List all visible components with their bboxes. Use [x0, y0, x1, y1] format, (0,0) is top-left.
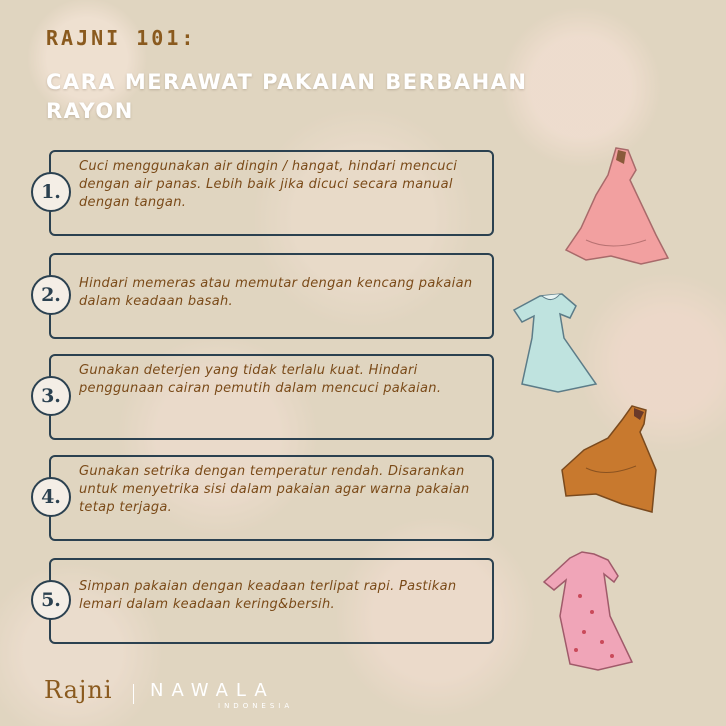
- step-card-2: [41, 253, 494, 339]
- step-card-5: [41, 558, 494, 644]
- step-text-3: Gunakan deterjen yang tidak terlalu kuat. Hindari penggunaan cairan pemutih dalam mencuci pakaian.: [79, 363, 442, 396]
- step-text-2: Hindari memeras atau memutar dengan kencang pakaian dalam keadaan basah.: [79, 276, 473, 309]
- step-text-1: Cuci menggunakan air dingin / hangat, hindari mencuci dengan air panas. Lebih baik jika dicuci secara manual dengan tangan.: [79, 159, 458, 210]
- nawala-subtitle: INDONESIA: [218, 702, 294, 710]
- step-card-4: [41, 455, 494, 541]
- step-text-5: Simpan pakaian dengan keadaan terlipat rapi. Pastikan lemari dalam keadaan kering&bersih.: [79, 579, 457, 612]
- nawala-logo: NAWALA: [150, 680, 275, 701]
- step-number-1: 1.: [31, 172, 71, 212]
- step-number-2: 2.: [31, 275, 71, 315]
- step-card-3: [41, 354, 494, 440]
- step-card-1: [41, 150, 494, 236]
- brown-dress-icon: [556, 400, 666, 520]
- pink-dress-icon: [556, 140, 676, 270]
- page-title: CARA MERAWAT PAKAIAN BERBAHAN RAYON: [46, 70, 528, 123]
- series-title: RAJNI 101:: [46, 26, 197, 50]
- step-number-5: 5.: [31, 580, 71, 620]
- mint-dress-icon: [500, 288, 610, 398]
- step-number-4: 4.: [31, 477, 71, 517]
- step-text-4: Gunakan setrika dengan temperatur rendah. Disarankan untuk menyetrika sisi dalam pakaian agar warna pakaian tetap terjaga.: [79, 464, 470, 515]
- footer-divider: [133, 684, 134, 704]
- step-number-3: 3.: [31, 376, 71, 416]
- floral-dress-icon: [536, 546, 646, 676]
- rajni-logo: Rajni: [44, 676, 113, 704]
